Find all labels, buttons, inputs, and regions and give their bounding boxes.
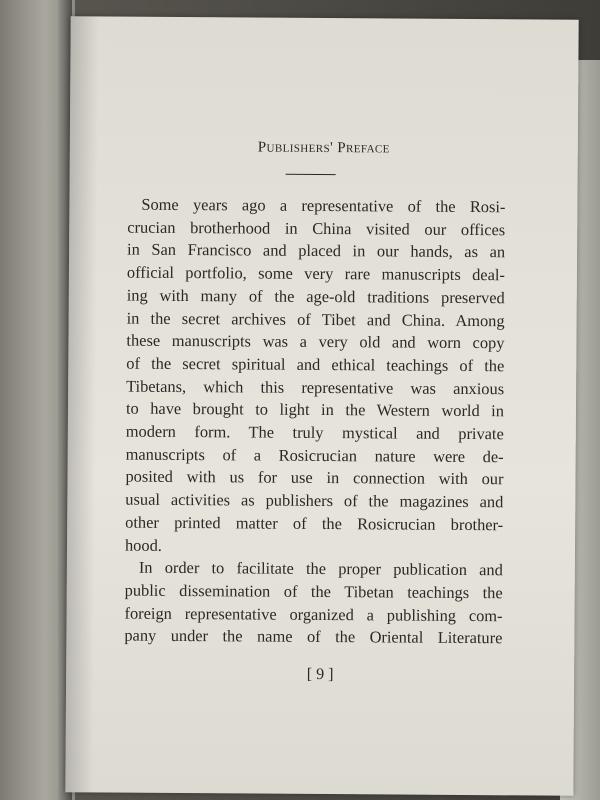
text-line: posited with us for use in connection with our <box>125 467 504 489</box>
paragraph-2 <box>124 557 503 650</box>
text-line: of the secret spiritual and ethical teachings of the <box>126 353 505 376</box>
body-text <box>124 194 505 651</box>
text-line: in the secret archives of Tibet and China. Among <box>126 308 505 330</box>
text-line: ing with many of the age-old traditions preserved <box>126 285 505 308</box>
text-line: foreign representative organized a publishing com- <box>124 603 503 625</box>
book-page <box>65 16 578 796</box>
text-line: Some years ago a representative of the Rosi- <box>141 194 506 217</box>
page-number: [ 9 ] <box>306 665 334 684</box>
text-line: other printed matter of the Rosicrucian brother- <box>125 512 504 535</box>
page-heading: Publishers' Preface <box>257 139 390 157</box>
text-line: pany under the name of the Oriental Literature <box>124 625 503 648</box>
heading-rule <box>286 174 336 175</box>
text-line: hood. <box>124 535 162 555</box>
text-line: public dissemination of the Tibetan teachings the <box>124 580 503 603</box>
text-line: crucian brotherhood in China visited our offices <box>127 217 506 239</box>
text-line: manuscripts of a Rosicrucian nature were de- <box>125 444 504 467</box>
text-line: these manuscripts was a very old and worn copy <box>126 330 505 353</box>
text-line: official portfolio, some very rare manuscripts deal- <box>126 262 505 285</box>
text-line: modern form. The truly mystical and private <box>125 421 504 444</box>
text-line: Tibetans, which this representative was anxious <box>126 376 505 398</box>
paragraph-1 <box>125 194 506 560</box>
text-line: In order to facilitate the proper publication and <box>138 557 503 580</box>
text-line: to have brought to light in the Western world in <box>125 398 505 421</box>
text-line: in San Francisco and placed in our hands, as an <box>127 240 506 262</box>
text-line: usual activities as publishers of the magazines and <box>125 489 504 512</box>
